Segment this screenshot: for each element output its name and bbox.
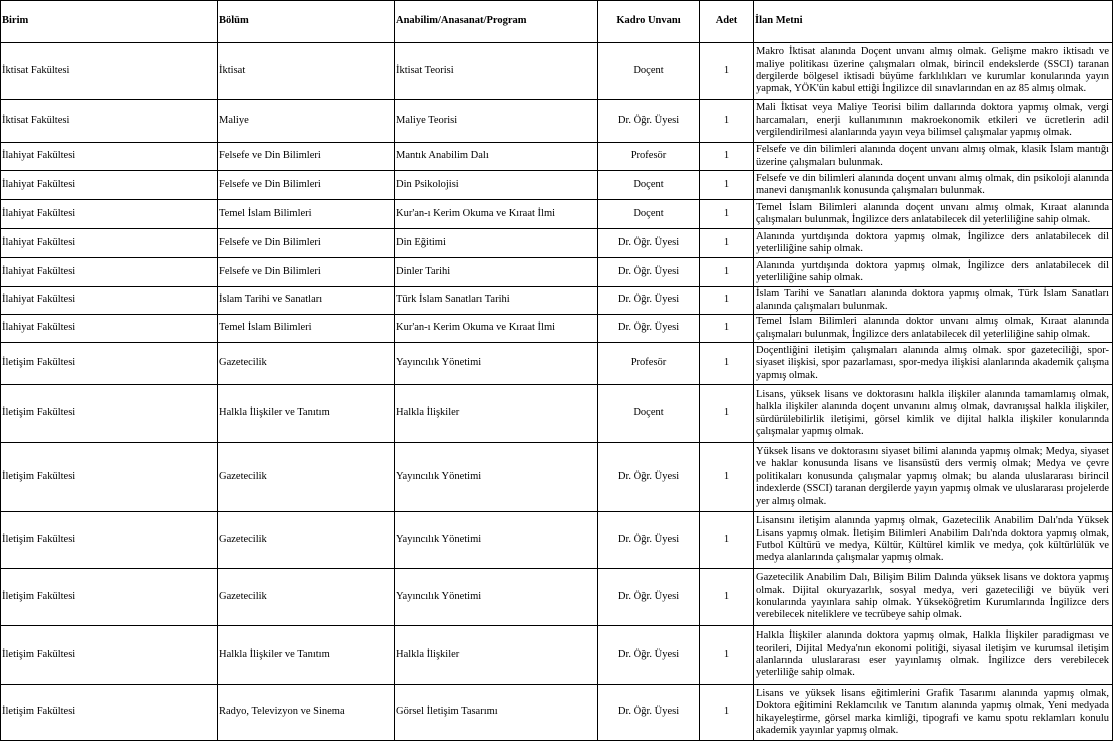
cell-bolum: Halkla İlişkiler ve Tanıtım [218,385,395,443]
table-row [1,100,1113,143]
cell-ilan-metni: Lisans ve yüksek lisans eğitimlerini Grafik Tasarımı alanında yapmış olmak, Doktora eğitimini Reklamcılık ve Tanıtım alanında yapmış olmak, Yeni medyada hikayeleştirme, görsel marka kimliği, tipografi ve kamu spotu reklamları konulu akademik yayınlar yapmış olmak. [754,685,1113,741]
cell-kadro-unvani: Profesör [598,343,700,385]
cell-ilan-metni: Makro İktisat alanında Doçent unvanı almış olmak. Gelişme makro iktisadı ve maliye politikası üzerine çalışmaları olmak, birincil endekslerde (SSCI) taranan dergilerde bölgesel iktisadi büyüme farklılıkları ve kurumlar konularında yayın yapmak, YÖK'ün kabul ettiği İngilizce dil sınavlarından en az 85 almış olmak. [754,43,1113,100]
table-row [1,258,1113,287]
cell-adet: 1 [700,443,754,512]
cell-adet: 1 [700,43,754,100]
table-row [1,229,1113,258]
header-anabilim: Anabilim/Anasanat/Program [395,1,598,43]
cell-anabilim: Görsel İletişim Tasarımı [395,685,598,741]
table-row [1,43,1113,100]
cell-adet: 1 [700,143,754,171]
cell-adet: 1 [700,100,754,143]
cell-ilan-metni: Gazetecilik Anabilim Dalı, Bilişim Bilim Dalında yüksek lisans ve doktora yapmış olmak. Dijital okuryazarlık, sosyal medya, veri gazeteciliği ve büyük veri konularında yayınlara sahip olmak. Yükseköğretim Kurumlarında İngilizce ders verebilecek niteliklere ve tecrübeye sahip olmak. [754,569,1113,626]
header-birim: Birim [1,1,218,43]
table-row [1,343,1113,385]
cell-ilan-metni: Mali İktisat veya Maliye Teorisi bilim dallarında doktora yapmış olmak, vergi harcamaları, enerji kullanımının makroekonomik etkileri ve ücretlerin adil vergilendirilmesi alanlarında yayın veya bilimsel çalışmalar yapmış olmak. [754,100,1113,143]
cell-adet: 1 [700,626,754,685]
header-ilan-metni: İlan Metni [754,1,1113,43]
cell-ilan-metni: Felsefe ve din bilimleri alanında doçent unvanı almış olmak, din psikoloji alanında manevi danışmanlık konusunda çalışmaları bulunmak. [754,171,1113,200]
cell-anabilim: Yayıncılık Yönetimi [395,343,598,385]
cell-adet: 1 [700,229,754,258]
cell-birim: İlahiyat Fakültesi [1,287,218,315]
table-row [1,315,1113,343]
cell-anabilim: Maliye Teorisi [395,100,598,143]
cell-kadro-unvani: Dr. Öğr. Üyesi [598,569,700,626]
cell-anabilim: İktisat Teorisi [395,43,598,100]
cell-adet: 1 [700,200,754,229]
cell-bolum: Gazetecilik [218,443,395,512]
cell-kadro-unvani: Doçent [598,43,700,100]
cell-ilan-metni: Felsefe ve din bilimleri alanında doçent unvanı almış olmak, klasik İslam mantığı üzerine çalışmaları bulunmak. [754,143,1113,171]
cell-ilan-metni: Alanında yurtdışında doktora yapmış olmak, İngilizce ders anlatabilecek dil yeterliliğine sahip olmak. [754,258,1113,287]
cell-kadro-unvani: Dr. Öğr. Üyesi [598,287,700,315]
cell-ilan-metni: İslam Tarihi ve Sanatları alanında doktora yapmış olmak, Türk İslam Sanatları alanında çalışmaları bulunmak. [754,287,1113,315]
cell-adet: 1 [700,287,754,315]
cell-birim: İletişim Fakültesi [1,512,218,569]
cell-adet: 1 [700,512,754,569]
cell-birim: İletişim Fakültesi [1,685,218,741]
cell-ilan-metni: Lisans, yüksek lisans ve doktorasını halkla ilişkiler alanında tamamlamış olmak, halkla ilişkiler alanında doçent unvanını almış olmak, davranışsal halkla ilişkiler, sürdürülebilirlik iletişimi, görsel kimlik ve dijital halkla ilişkiler konularında çalışmalar yapmış olmak. [754,385,1113,443]
cell-anabilim: Yayıncılık Yönetimi [395,443,598,512]
cell-bolum: Gazetecilik [218,569,395,626]
cell-birim: İletişim Fakültesi [1,385,218,443]
cell-bolum: Gazetecilik [218,512,395,569]
cell-bolum: Temel İslam Bilimleri [218,315,395,343]
table-row [1,200,1113,229]
cell-anabilim: Kur'an-ı Kerim Okuma ve Kıraat İlmi [395,315,598,343]
cell-kadro-unvani: Dr. Öğr. Üyesi [598,512,700,569]
cell-birim: İlahiyat Fakültesi [1,229,218,258]
cell-anabilim: Yayıncılık Yönetimi [395,569,598,626]
cell-kadro-unvani: Doçent [598,385,700,443]
cell-bolum: Maliye [218,100,395,143]
cell-ilan-metni: Lisansını iletişim alanında yapmış olmak, Gazetecilik Anabilim Dalı'nda Yüksek Lisans yapmış olmak. İletişim Bilimleri Anabilim Dalı'nda doktora yapmış olmak, Futbol Kültürü ve medya, Kültür, Kültürel kimlik ve medya, çok kültürlülük ve medya alanlarında çalışmalar yapmış olmak. [754,512,1113,569]
cell-adet: 1 [700,385,754,443]
cell-adet: 1 [700,258,754,287]
cell-birim: İlahiyat Fakültesi [1,315,218,343]
cell-anabilim: Kur'an-ı Kerim Okuma ve Kıraat İlmi [395,200,598,229]
table-row [1,512,1113,569]
cell-anabilim: Mantık Anabilim Dalı [395,143,598,171]
cell-adet: 1 [700,569,754,626]
header-adet: Adet [700,1,754,43]
cell-anabilim: Halkla İlişkiler [395,626,598,685]
cell-ilan-metni: Alanında yurtdışında doktora yapmış olmak, İngilizce ders anlatabilecek dil yeterliliğine sahip olmak. [754,229,1113,258]
cell-bolum: Felsefe ve Din Bilimleri [218,229,395,258]
cell-bolum: Gazetecilik [218,343,395,385]
cell-anabilim: Din Psikolojisi [395,171,598,200]
table-row [1,171,1113,200]
cell-birim: İletişim Fakültesi [1,569,218,626]
cell-ilan-metni: Temel İslam Bilimleri alanında doktor unvanı almış olmak, Kıraat alanında çalışmaları bulunmak, İngilizce ders anlatabilecek dil yeterliliğine sahip olmak. [754,315,1113,343]
cell-bolum: Radyo, Televizyon ve Sinema [218,685,395,741]
cell-bolum: İktisat [218,43,395,100]
cell-anabilim: Dinler Tarihi [395,258,598,287]
cell-kadro-unvani: Doçent [598,200,700,229]
header-row [1,1,1113,43]
cell-bolum: İslam Tarihi ve Sanatları [218,287,395,315]
table-row [1,287,1113,315]
table-row [1,569,1113,626]
cell-kadro-unvani: Dr. Öğr. Üyesi [598,229,700,258]
cell-birim: İletişim Fakültesi [1,343,218,385]
cell-bolum: Felsefe ve Din Bilimleri [218,171,395,200]
cell-ilan-metni: Temel İslam Bilimleri alanında doçent unvanı almış olmak, Kıraat alanında çalışmaları bulunmak, İngilizce ders anlatabilecek dil yeterliliğine sahip olmak. [754,200,1113,229]
cell-kadro-unvani: Dr. Öğr. Üyesi [598,315,700,343]
cell-kadro-unvani: Dr. Öğr. Üyesi [598,100,700,143]
cell-birim: İlahiyat Fakültesi [1,143,218,171]
cell-birim: İktisat Fakültesi [1,100,218,143]
cell-anabilim: Türk İslam Sanatları Tarihi [395,287,598,315]
cell-birim: İletişim Fakültesi [1,626,218,685]
header-kadro-unvani: Kadro Unvanı [598,1,700,43]
cell-birim: İlahiyat Fakültesi [1,200,218,229]
cell-ilan-metni: Doçentliğini iletişim çalışmaları alanında almış olmak. spor gazeteciliği, spor-siyaset ilişkisi, spor pazarlaması, spor-medya ilişkisi alanlarında akademik çalışma yapmış olmak. [754,343,1113,385]
cell-anabilim: Din Eğitimi [395,229,598,258]
cell-adet: 1 [700,685,754,741]
cell-bolum: Felsefe ve Din Bilimleri [218,143,395,171]
table-row [1,626,1113,685]
cell-bolum: Felsefe ve Din Bilimleri [218,258,395,287]
cell-birim: İlahiyat Fakültesi [1,171,218,200]
cell-kadro-unvani: Doçent [598,171,700,200]
table-row [1,443,1113,512]
header-bolum: Bölüm [218,1,395,43]
cell-bolum: Temel İslam Bilimleri [218,200,395,229]
cell-birim: İlahiyat Fakültesi [1,258,218,287]
cell-ilan-metni: Yüksek lisans ve doktorasını siyaset bilimi alanında yapmış olmak; Medya, siyaset ve haklar konusunda lisans ve lisansüstü ders vermiş olmak; Medya ve çevre politikaları konusunda çalışmalar yapmış olmak; bu alanda uluslararası birincil indexlerde (SSCI) taranan dergilerde yayın yapmış olmak ve uluslararası projelerde yer almış olmak. [754,443,1113,512]
cell-birim: İletişim Fakültesi [1,443,218,512]
table-row [1,385,1113,443]
cell-bolum: Halkla İlişkiler ve Tanıtım [218,626,395,685]
cell-birim: İktisat Fakültesi [1,43,218,100]
cell-kadro-unvani: Dr. Öğr. Üyesi [598,258,700,287]
cell-kadro-unvani: Profesör [598,143,700,171]
cell-ilan-metni: Halkla İlişkiler alanında doktora yapmış olmak, Halkla İlişkiler paradigması ve teorileri, Dijital Medya'nın ekonomi politiği, siyasal iletişim ve kurumsal iletişim alanlarında uluslararası eser yayınlamış olmak. İngilizce ders verebilecek yeterliliğe sahip olmak. [754,626,1113,685]
cell-kadro-unvani: Dr. Öğr. Üyesi [598,685,700,741]
cell-adet: 1 [700,315,754,343]
cell-kadro-unvani: Dr. Öğr. Üyesi [598,626,700,685]
cell-adet: 1 [700,343,754,385]
cell-adet: 1 [700,171,754,200]
table-row [1,143,1113,171]
cell-kadro-unvani: Dr. Öğr. Üyesi [598,443,700,512]
cell-anabilim: Yayıncılık Yönetimi [395,512,598,569]
cell-anabilim: Halkla İlişkiler [395,385,598,443]
table-row [1,685,1113,741]
